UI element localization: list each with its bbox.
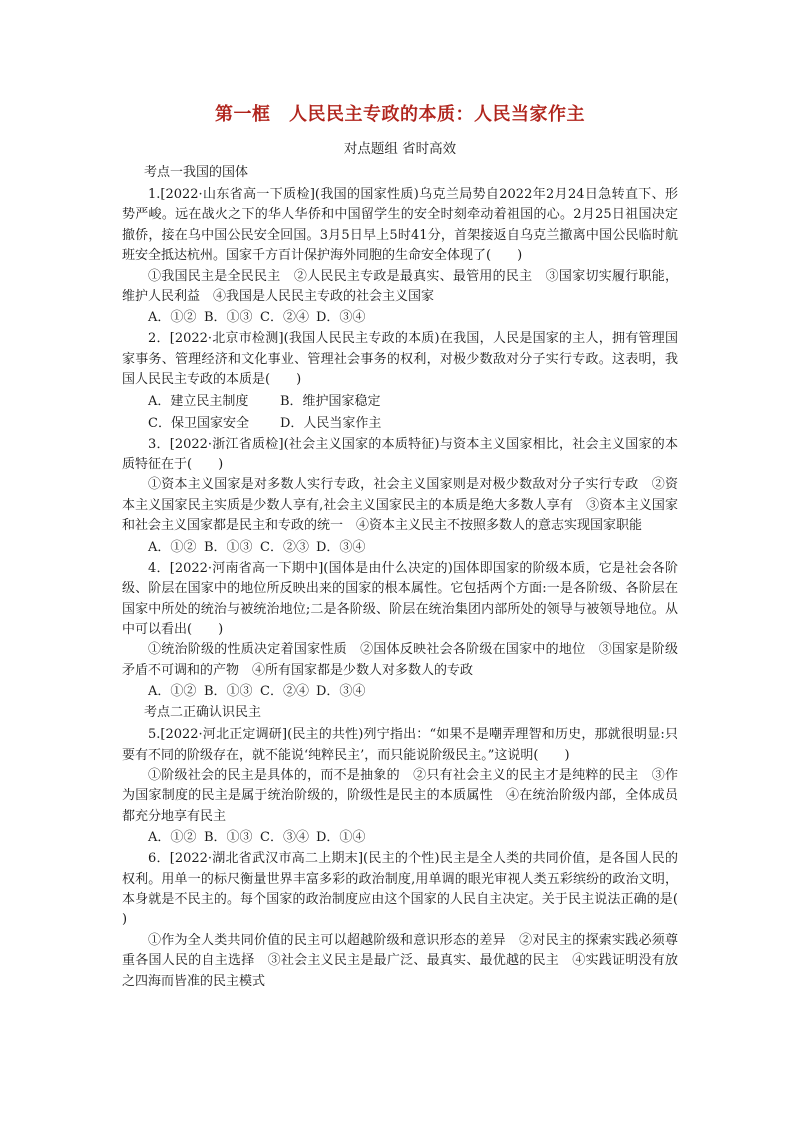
question-options: ①作为全人类共同价值的民主可以超越阶级和意识形态的差异 ②对民主的探索实践必须尊重各国人民的自主选择 ③社会主义民主是最广泛、最真实、最优越的民主 ④实践证明没有放之四海而皆准的民主模式 [122, 932, 678, 989]
choice-c: C．②④ [260, 310, 309, 326]
question-options: ①资本主义国家是对多数人实行专政，社会主义国家则是对极少数敌对分子实行专政 ②资本主义国家民主实质是少数人享有,社会主义国家民主的本质是绝大多数人享有 ③资本主义国家和社会主义国家都是民主和专政的统一 ④资本主义民主不按照多数人的意志实现国家职能 [122, 477, 678, 534]
choice-a: A．①② [148, 310, 197, 326]
document-page [122, 103, 705, 992]
answer-choices [148, 537, 678, 558]
question-stem: 1.[2022·山东省高一下质检](我国的国家性质)乌克兰局势自2022年2月24日急转直下、形势严峻。远在战火之下的华人华侨和中国留学生的安全时刻牵动着祖国的心。2月25日祖国决定撤侨，接在乌中国公民安全回国。3月5日早上5时41分，首架接返自乌克兰撤离中国公民临时航班安全抵达杭州。国家千方百计保护海外同胞的生命安全体现了( ) [122, 187, 678, 264]
choice-d: D．③④ [316, 684, 366, 700]
choice-a: A．建立民主制度 [148, 393, 249, 409]
question-5 [122, 725, 678, 848]
choice-a: A．①② [148, 539, 197, 555]
choice-d: D．人民当家作主 [280, 415, 382, 431]
question-stem: 6．[2022·湖北省武汉市高二上期末](民主的个性)民主是全人类的共同价值，是各国人民的权利。用单一的标尺衡量世界丰富多彩的政治制度,用单调的眼光审视人类五彩缤纷的政治文明，本身就是不民主的。每个国家的政治制度应由这个国家的人民自主决定。关于民主说法正确的是( ) [122, 851, 705, 928]
choice-d: D．①④ [316, 830, 366, 846]
choice-c: C．②③ [260, 539, 309, 555]
question-stem: 2．[2022·北京市检测](我国人民民主专政的本质)在我国，人民是国家的主人，拥有管理国家事务、管理经济和文化事业、管理社会事务的权利，对极少数敌对分子实行专政。这表明，我国人民民主专政的本质是( ) [122, 331, 678, 388]
answer-choices [148, 307, 678, 328]
section-heading-1: 考点一我国的国体 [144, 165, 249, 180]
question-4 [122, 559, 678, 702]
question-6 [122, 849, 705, 992]
question-options: ①我国民主是全民民主 ②人民民主专政是最真实、最管用的民主 ③国家切实履行职能，维护人民利益 ④我国是人民民主专政的社会主义国家 [122, 268, 678, 305]
choice-b: B．①③ [204, 539, 253, 555]
answer-choices [148, 827, 678, 848]
answer-choices-row-1 [148, 391, 678, 412]
question-stem: 5.[2022·河北正定调研](民主的共性)列宁指出：“如果不是嘲弄理智和历史，那就很明显:只要有不同的阶级存在，就不能说‘纯粹民主’，而只能说阶级民主。”这说明( ) [122, 727, 678, 763]
answer-choices-row-2 [148, 413, 678, 434]
choice-b: B．维护国家稳定 [280, 393, 381, 409]
choice-d: D．③④ [316, 310, 366, 326]
section-heading-2: 考点二正确认识民主 [144, 705, 262, 721]
question-1 [122, 185, 678, 328]
question-stem: 3．[2022·浙江省质检](社会主义国家的本质特征)与资本主义国家相比，社会主义国家的本质特征在于( ) [122, 436, 678, 473]
question-3 [122, 435, 678, 558]
page-subtitle: 对点题组 省时高效 [343, 141, 457, 157]
page-title: 第一框 人民民主专政的本质：人民当家作主 [215, 104, 585, 125]
question-options: ①阶级社会的民主是具体的，而不是抽象的 ②只有社会主义的民主才是纯粹的民主 ③作为国家制度的民主是属于统治阶级的，阶级性是民主的本质属性 ④在统治阶级内部，全体成员都充分地享有民主 [122, 767, 678, 824]
choice-b: B．①③ [204, 684, 253, 700]
question-options: ①统治阶级的性质决定着国家性质 ②国体反映社会各阶级在国家中的地位 ③国家是阶级矛盾不可调和的产物 ④所有国家都是少数人对多数人的专政 [122, 642, 678, 678]
choice-d: D．③④ [316, 539, 366, 555]
choice-c: C．保卫国家安全 [148, 415, 249, 431]
question-stem: 4．[2022·河南省高一下期中](国体是由什么决定的)国体即国家的阶级本质，它是社会各阶级、阶层在国家中的地位所反映出来的国家的根本属性。它包括两个方面:一是各阶级、各阶层在国家中所处的统治与被统治地位;二是各阶级、阶层在统治集团内部所处的领导与被领导地位。从中可以看出( ) [122, 560, 678, 637]
answer-choices [148, 681, 678, 702]
choice-c: C．③④ [260, 830, 309, 846]
choice-b: B．①③ [204, 830, 253, 846]
question-2 [122, 329, 678, 433]
choice-b: B．①③ [204, 310, 253, 326]
choice-a: A．①② [148, 830, 197, 846]
choice-c: C．②④ [260, 684, 309, 700]
choice-a: A．①② [148, 684, 197, 700]
